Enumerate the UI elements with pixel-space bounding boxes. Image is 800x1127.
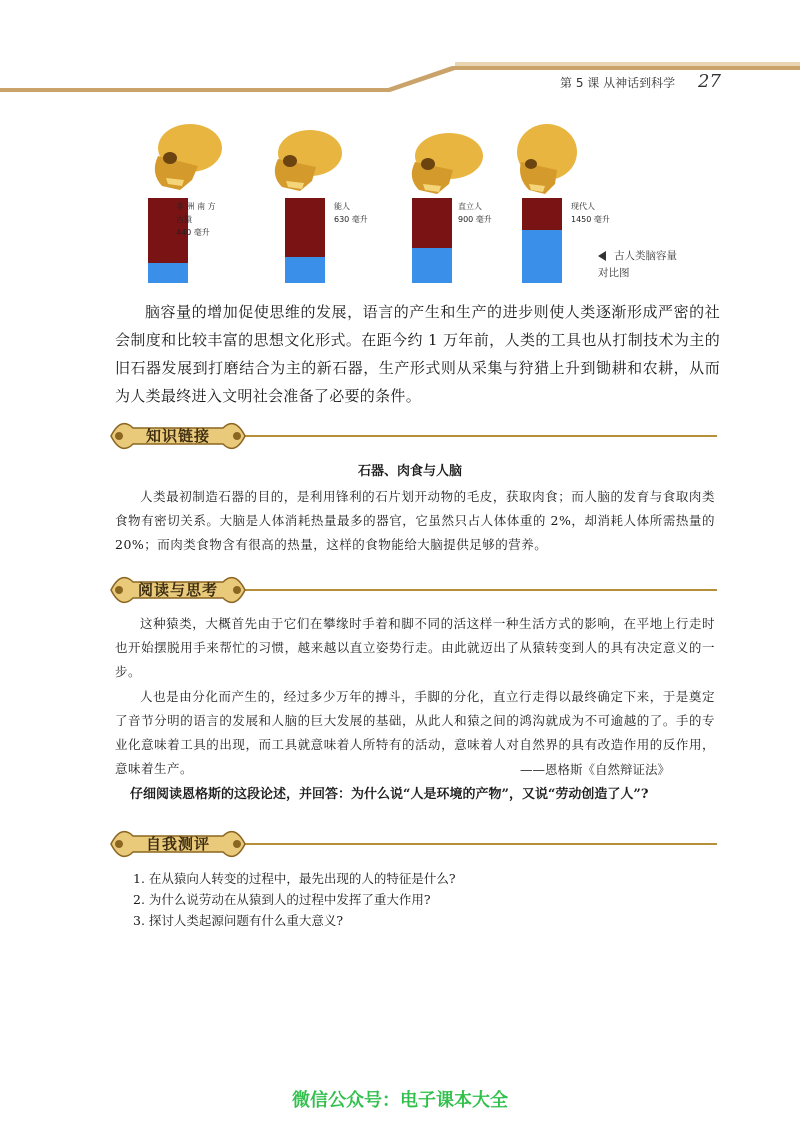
reading-paragraph-1 [115, 612, 715, 684]
bar-volume: 630 毫升 [334, 215, 368, 224]
attribution: ——恩格斯《自然辩证法》 [520, 762, 671, 777]
main-paragraph-line: 社会制度和比较丰富的思想文化形式。在距今约 1 万年前，人类的工具也从打制技术为 [115, 303, 720, 349]
bar-name: 直立人 [458, 202, 482, 211]
bar-volume: 1450 毫升 [571, 215, 610, 224]
capacity-bar-rest [522, 198, 562, 230]
bar-name-2: 古猿 [176, 215, 192, 224]
banner-rule [235, 843, 717, 845]
main-paragraph-line: 从而为人类最终进入文明社会准备了必要的条件。 [115, 359, 720, 405]
page-number: 27 [698, 71, 721, 92]
bar-label-homo-erectus [458, 200, 492, 226]
reading-line: 了。手的专业化意味着工具的出现，而工具就意味着人所特有的活动，意味着人对自然界的具有改造 [115, 713, 715, 752]
knowledge-line: 人类最初制造石器的目的，是利用锋利的石片划开动物的毛皮，获取肉食；而人脑的发育与食取 [140, 489, 689, 504]
skull-homo-habilis-image [258, 123, 348, 201]
skull-modern-human-image [505, 120, 585, 200]
header-band [0, 0, 800, 100]
bar-name: 非 洲 南 方 [176, 202, 216, 211]
capacity-bar-rest [285, 198, 325, 257]
self-test-banner [105, 824, 725, 864]
self-test-list [133, 868, 693, 931]
main-paragraph [115, 298, 720, 410]
knowledge-link-text [115, 485, 715, 557]
knowledge-link-subtitle: 石器、肉食与人脑 [357, 464, 462, 479]
capacity-bar-rest [412, 198, 452, 248]
bar-name: 能人 [334, 202, 350, 211]
banner-rule [235, 435, 717, 437]
bar-label-modern-human [571, 200, 610, 226]
knowledge-link-title: 知识链接 [145, 427, 210, 445]
reading-line: 人也是由分化而产生的，经过多少万年的搏斗，手脚的分化，直立行走得以最终确定下来，于是 [140, 689, 689, 704]
main-paragraph-line: 主的旧石器发展到打磨结合为主的新石器，生产形式则从采集与狩猎上升到锄耕和农耕， [115, 331, 720, 377]
reading-line: 走时也开始摆脱用手来帮忙的习惯，越来越以直立姿势行走。由此就迈出了从猿转变到人的具有决定 [115, 616, 715, 655]
capacity-bar-volume [285, 257, 325, 283]
skull-homo-erectus-image [395, 126, 487, 204]
reading-line: 作用的反作用，意味着生产。 [115, 737, 715, 776]
reading-line: 这种猿类，大概首先由于它们在攀缘时手着和脚不同的活这样一种生活方式的影响，在平地上行 [140, 616, 689, 631]
skull-australopithecus-image [140, 118, 230, 198]
caption-arrow-icon [598, 251, 606, 261]
reading-line: 意义的一步。 [115, 640, 715, 679]
caption-line-1: 古人类脑容量 [614, 250, 677, 262]
bar-volume: 440 毫升 [176, 228, 210, 237]
footer-watermark: 微信公众号：电子课本大全 [292, 1090, 508, 1111]
knowledge-link-banner [105, 416, 725, 456]
knowledge-line: 需热量的 20%；而肉类食物含有很高的热量，这样的食物能给大脑提供足够的营养。 [115, 513, 715, 552]
caption-line-2: 对比图 [598, 267, 630, 279]
reading-title: 阅读与思考 [137, 581, 218, 599]
reading-question: 仔细阅读恩格斯的这段论述，并回答：为什么说“人是环境的产物”，又说“劳动创造了人”? [130, 787, 649, 802]
reading-banner [105, 570, 725, 610]
list-item: 2. 为什么说劳动在从猿到人的过程中发挥了重大作用? [133, 892, 431, 907]
brain-capacity-figure [140, 118, 720, 293]
list-item: 1. 在从猿向人转变的过程中，最先出现的人的特征是什么? [133, 871, 456, 886]
self-test-title: 自我测评 [145, 835, 210, 853]
knowledge-line: 肉类食物有密切关系。大脑是人体消耗热量最多的器官，它虽然只占人体体重的 2%，却消耗人体所 [115, 489, 715, 528]
main-paragraph-line: 脑容量的增加促使思维的发展，语言的产生和生产的进步则使人类逐渐形成严密的 [145, 303, 705, 321]
bar-volume: 900 毫升 [458, 215, 492, 224]
reading-line: 奠定了音节分明的语言的发展和人脑的巨大发展的基础，从此人和猿之间的鸿沟就成为不可逾越的 [115, 689, 715, 728]
figure-caption [598, 248, 718, 282]
capacity-bar-volume [148, 263, 188, 283]
capacity-bar-volume [522, 230, 562, 283]
lesson-title: 第 5 课 从神话到科学 [560, 76, 676, 90]
bar-name: 现代人 [571, 202, 595, 211]
capacity-bar-volume [412, 248, 452, 283]
bar-label-homo-habilis [334, 200, 368, 226]
bar-label-australopithecus [176, 200, 216, 239]
banner-rule [235, 589, 717, 591]
list-item: 3. 探讨人类起源问题有什么重大意义? [133, 913, 344, 928]
